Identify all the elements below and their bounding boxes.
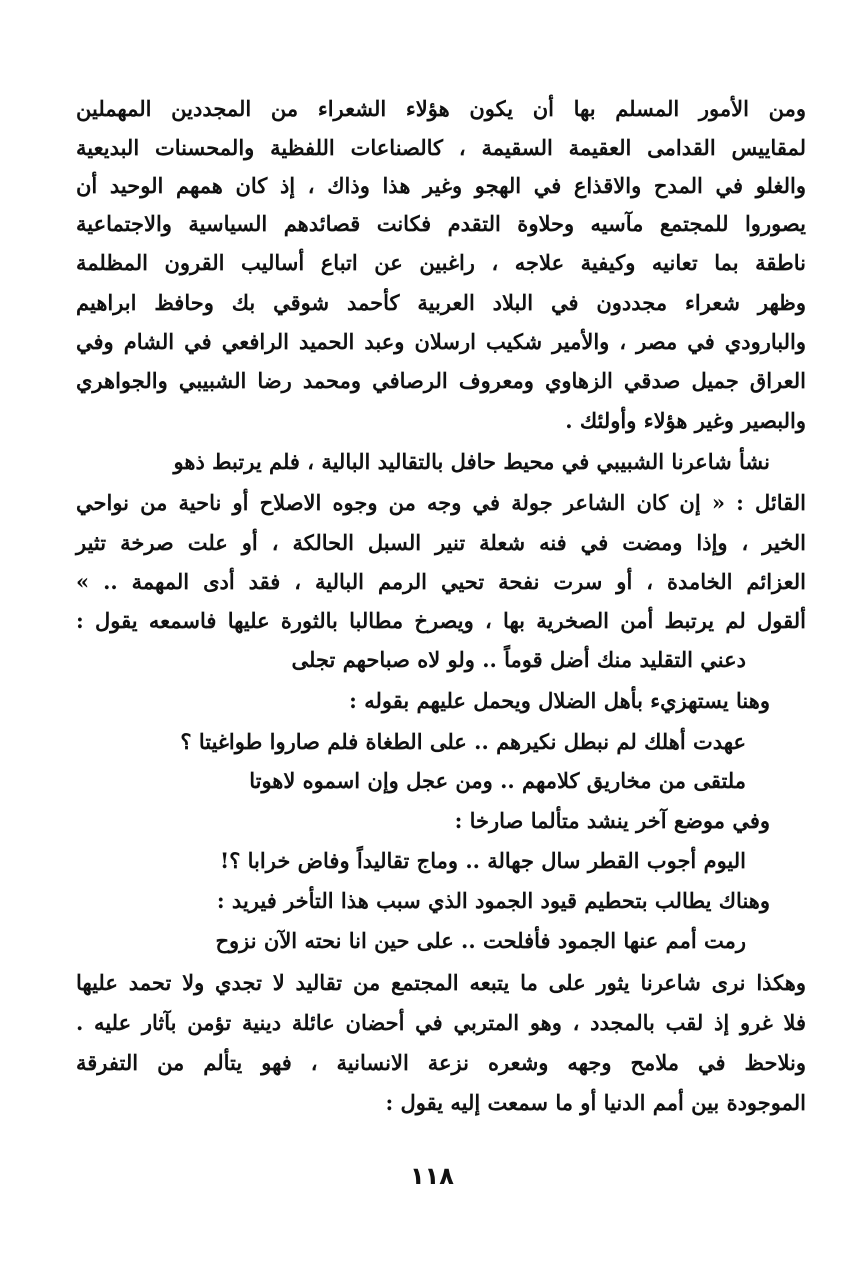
text-line: لمقاييس القدامى العقيمة السقيمة ، كالصناعات اللفظية والمحسنات البديعية [76,135,806,160]
text-line: ومن الأمور المسلم بها أن يكون هؤلاء الشعراء من المجددين المهملين [76,96,806,121]
paragraph-start-line: نشأ شاعرنا الشبيبي في محيط حافل بالتقاليد البالية ، فلم يرتبط ذهو [173,449,770,474]
text-line: وهنا يستهزيء بأهل الضلال ويحمل عليهم بقوله : [349,688,770,713]
verse-line: اليوم أجوب القطر سال جهالة .. وماج تقاليداً وفاض خرابا ؟! [219,848,746,873]
text-line: فلا غرو إذ لقب بالمجدد ، وهو المتربي في أحضان عائلة دينية تؤمن بآثار عليه . [76,1010,806,1035]
text-line: والبارودي في مصر ، والأمير شكيب ارسلان وعبد الحميد الرافعي في الشام وفي [76,329,806,354]
text-line: ونلاحظ في ملامح وجهه وشعره نزعة الانسانية ، فهو يتألم من التفرقة [76,1050,806,1075]
text-line: القائل : « إن كان الشاعر جولة في وجه من وجوه الاصلاح أو ناحية من نواحي [76,490,806,515]
text-line: الموجودة بين أمم الدنيا أو ما سمعت إليه يقول : [385,1090,806,1115]
verse-line: ملتقى من مخاريق كلامهم .. ومن عجل وإن اسموه لاهوتا [249,768,746,793]
text-line: العراق جميل صدقي الزهاوي ومعروف الرصافي ومحمد رضا الشبيبي والجواهري [76,368,806,393]
text-line: وهكذا نرى شاعرنا يثور على ما يتبعه المجتمع من تقاليد لا تجدي ولا تحمد عليها [76,970,806,995]
verse-line: رمت أمم عنها الجمود فأفلحت .. على حين انا نحته الآن نزوح [215,928,746,953]
text-line: وهناك يطالب بتحطيم قيود الجمود الذي سبب هذا التأخر فيريد : [216,888,770,913]
page-number: ١١٨ [410,1162,454,1190]
text-line: وظهر شعراء مجددون في البلاد العربية كأحمد شوقي بك وحافظ ابراهيم [76,290,806,315]
text-line: يصوروا للمجتمع مآسيه وحلاوة التقدم فكانت قصائدهم السياسية والاجتماعية [76,211,806,236]
text-line: والغلو في المدح والاقذاع في الهجو وغير هذا وذاك ، إذ كان همهم الوحيد أن [76,173,806,198]
text-line: وفي موضع آخر ينشد متألما صارخا : [454,808,770,833]
text-line: ناطقة بما تعانيه وكيفية علاجه ، راغبين عن اتباع أساليب القرون المظلمة [76,250,806,275]
verse-line: عهدت أهلك لم نبطل نكيرهم .. على الطغاة فلم صاروا طواغيتا ؟ [180,729,746,754]
text-line: والبصير وغير هؤلاء وأولئك . [565,408,806,433]
verse-line: دعني التقليد منك أضل قوماً .. ولو لاه صباحهم تجلى [291,647,746,672]
text-line: الخير ، وإذا ومضت في فنه شعلة تنير السبل الحالكة ، أو علت صرخة تثير [76,530,806,555]
text-line: ألقول لم يرتبط أمن الصخرية بها ، ويصرخ مطالبا بالثورة عليها فاسمعه يقول : [76,608,806,633]
text-line: العزائم الخامدة ، أو سرت نفحة تحيي الرمم البالية ، فقد أدى المهمة .. » [76,569,806,594]
